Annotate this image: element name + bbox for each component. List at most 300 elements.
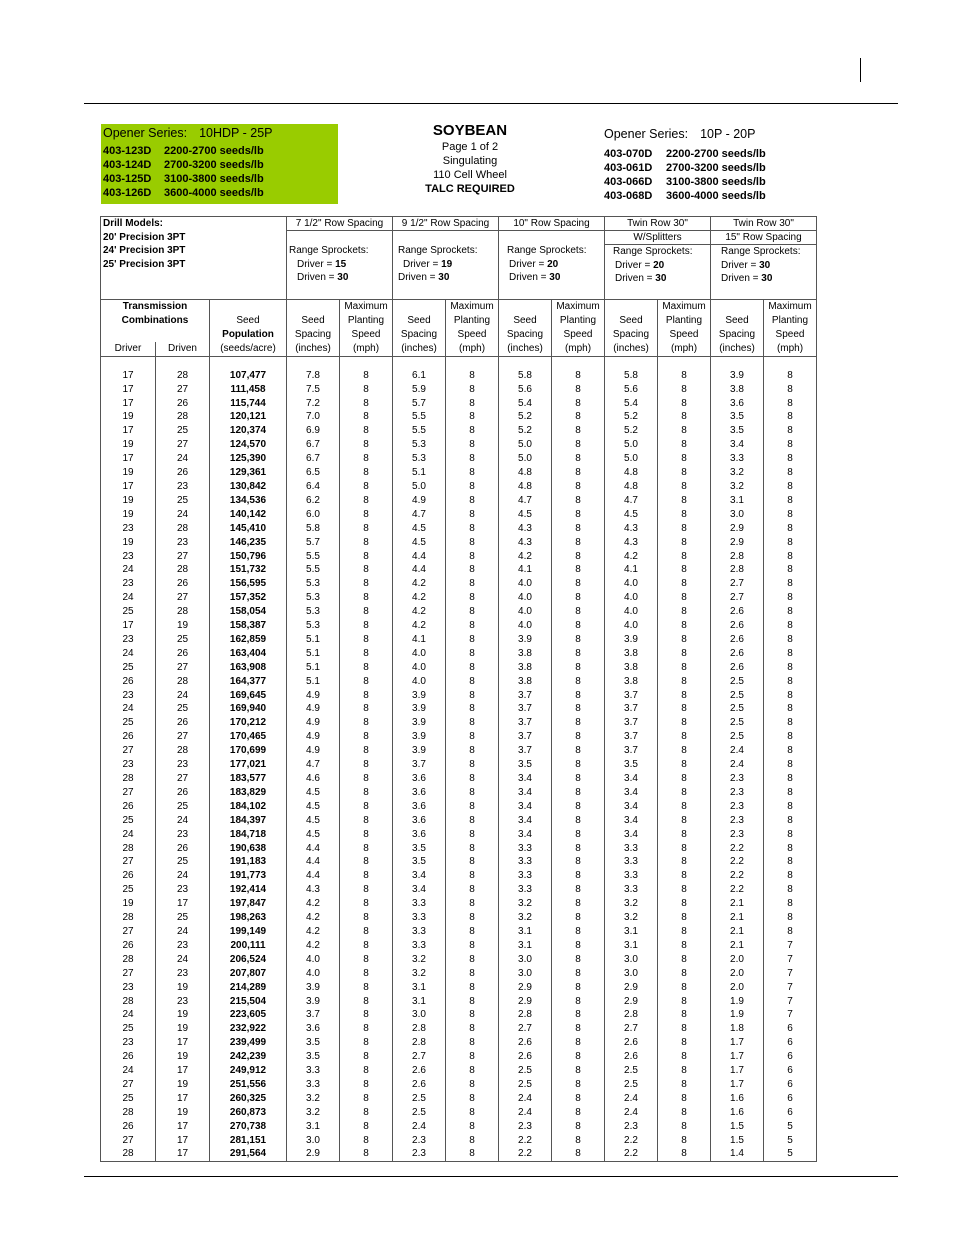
title-line: Singulating <box>442 155 498 167</box>
table-cell: 3.2 <box>711 480 764 494</box>
table-cell: 4.7 <box>499 494 552 508</box>
table-cell: 8 <box>658 689 711 703</box>
table-cell: 2.5 <box>393 1092 446 1106</box>
table-cell: 2.9 <box>287 1147 340 1161</box>
table-cell: 8 <box>764 883 817 897</box>
table-cell: 223,605 <box>210 1008 287 1022</box>
table-cell: 8 <box>552 550 605 564</box>
table-cell: 8 <box>340 981 393 995</box>
table-cell: 8 <box>764 466 817 480</box>
table-cell: 26 <box>101 800 156 814</box>
table-cell: 3.4 <box>499 828 552 842</box>
table-cell: 3.9 <box>287 981 340 995</box>
table-cell: 3.4 <box>499 814 552 828</box>
table-cell: 3.5 <box>499 758 552 772</box>
table-cell: 8 <box>446 550 499 564</box>
table-cell: 3.9 <box>393 689 446 703</box>
right-opener-option: 403-061D 2700-3200 seeds/lb <box>604 162 766 174</box>
table-cell: 7 <box>764 967 817 981</box>
table-cell: 4.8 <box>605 480 658 494</box>
table-cell: 8 <box>658 828 711 842</box>
table-cell: 3.6 <box>287 1022 340 1036</box>
table-row <box>101 981 817 995</box>
table-cell: 206,524 <box>210 953 287 967</box>
table-cell: 3.3 <box>499 883 552 897</box>
table-cell: 8 <box>552 772 605 786</box>
table-cell: 215,504 <box>210 995 287 1009</box>
table-cell: 2.1 <box>711 939 764 953</box>
table-cell: 163,908 <box>210 661 287 675</box>
table-cell: 8 <box>552 424 605 438</box>
table-cell: 8 <box>764 410 817 424</box>
table-cell: 3.8 <box>499 675 552 689</box>
seed-spacing-header: Seed Spacing (inches) <box>711 300 764 357</box>
table-cell: 163,404 <box>210 647 287 661</box>
table-row <box>101 563 817 577</box>
table-cell: 1.7 <box>711 1078 764 1092</box>
table-row <box>101 619 817 633</box>
table-cell: 28 <box>156 522 210 536</box>
table-cell: 8 <box>446 1022 499 1036</box>
table-cell: 28 <box>156 605 210 619</box>
table-cell: 8 <box>446 883 499 897</box>
table-cell: 4.0 <box>499 591 552 605</box>
table-row <box>101 1050 817 1064</box>
table-cell: 251,556 <box>210 1078 287 1092</box>
table-cell: 8 <box>446 591 499 605</box>
table-cell: 3.2 <box>499 897 552 911</box>
table-cell: 8 <box>764 522 817 536</box>
table-cell: 2.2 <box>711 842 764 856</box>
table-cell: 5.2 <box>499 410 552 424</box>
table-cell: 5.9 <box>393 383 446 397</box>
left-opener-option: 403-124D 2700-3200 seeds/lb <box>103 159 264 171</box>
table-cell: 23 <box>101 522 156 536</box>
table-cell: 8 <box>764 772 817 786</box>
table-cell: 8 <box>658 591 711 605</box>
table-cell: 23 <box>101 758 156 772</box>
table-cell: 6.7 <box>287 438 340 452</box>
max-speed-header: Maximum Planting Speed (mph) <box>340 300 393 357</box>
table-cell: 25 <box>101 661 156 675</box>
table-cell: 3.2 <box>393 953 446 967</box>
table-cell: 3.6 <box>393 786 446 800</box>
table-cell: 8 <box>340 786 393 800</box>
table-cell: 2.2 <box>711 869 764 883</box>
table-cell: 8 <box>340 591 393 605</box>
table-cell: 8 <box>764 563 817 577</box>
table-cell: 8 <box>340 383 393 397</box>
table-row <box>101 883 817 897</box>
table-cell: 3.9 <box>393 730 446 744</box>
table-cell: 24 <box>156 452 210 466</box>
table-cell: 8 <box>340 842 393 856</box>
table-cell: 3.8 <box>499 647 552 661</box>
drill-models-cell: Drill Models: 20' Precision 3PT 24' Precision 3PT 25' Precision 3PT <box>101 217 287 300</box>
drill-header-row <box>101 217 817 300</box>
table-row <box>101 1036 817 1050</box>
table-cell: 8 <box>658 744 711 758</box>
table-cell: 4.3 <box>605 536 658 550</box>
table-cell: 2.3 <box>393 1134 446 1148</box>
table-cell: 27 <box>156 550 210 564</box>
table-cell: 156,595 <box>210 577 287 591</box>
table-cell: 3.9 <box>711 369 764 383</box>
table-cell: 8 <box>446 452 499 466</box>
table-cell: 291,564 <box>210 1147 287 1161</box>
table-cell: 5.0 <box>605 452 658 466</box>
table-cell: 4.2 <box>393 577 446 591</box>
table-cell: 17 <box>101 397 156 411</box>
table-cell: 4.0 <box>393 647 446 661</box>
max-speed-header: Maximum Planting Speed (mph) <box>764 300 817 357</box>
table-cell: 8 <box>446 383 499 397</box>
table-cell: 8 <box>340 883 393 897</box>
table-cell: 4.8 <box>605 466 658 480</box>
seed-spacing-header: Seed Spacing (inches) <box>499 300 552 357</box>
table-row <box>101 1092 817 1106</box>
table-cell: 8 <box>658 675 711 689</box>
table-cell: 3.4 <box>605 828 658 842</box>
table-cell: 19 <box>101 494 156 508</box>
table-cell: 8 <box>552 1064 605 1078</box>
table-cell: 8 <box>446 480 499 494</box>
table-cell: 3.8 <box>499 661 552 675</box>
table-cell: 4.2 <box>499 550 552 564</box>
table-cell: 8 <box>552 981 605 995</box>
table-cell: 8 <box>340 647 393 661</box>
table-cell: 8 <box>658 369 711 383</box>
table-cell: 8 <box>340 563 393 577</box>
table-cell: 8 <box>764 911 817 925</box>
table-cell: 28 <box>156 744 210 758</box>
table-cell: 3.6 <box>711 397 764 411</box>
table-cell: 8 <box>340 452 393 466</box>
table-cell: 27 <box>101 744 156 758</box>
table-cell: 8 <box>552 494 605 508</box>
table-cell: 8 <box>552 911 605 925</box>
table-cell: 8 <box>446 869 499 883</box>
table-cell: 8 <box>340 897 393 911</box>
table-cell: 17 <box>156 1147 210 1161</box>
table-cell: 8 <box>658 522 711 536</box>
table-cell: 4.2 <box>287 911 340 925</box>
table-cell: 8 <box>764 675 817 689</box>
table-cell: 4.3 <box>605 522 658 536</box>
table-cell: 3.7 <box>499 689 552 703</box>
table-cell: 3.1 <box>499 925 552 939</box>
table-cell: 4.8 <box>499 480 552 494</box>
table-cell: 1.4 <box>711 1147 764 1161</box>
table-cell: 120,374 <box>210 424 287 438</box>
title-line: 110 Cell Wheel <box>433 169 507 181</box>
table-cell: 8 <box>764 842 817 856</box>
table-cell: 8 <box>446 689 499 703</box>
table-cell: 19 <box>156 619 210 633</box>
table-cell: 3.1 <box>393 995 446 1009</box>
table-cell: 24 <box>101 702 156 716</box>
table-cell: 8 <box>340 772 393 786</box>
table-cell: 2.3 <box>711 786 764 800</box>
table-cell: 25 <box>156 633 210 647</box>
table-cell: 8 <box>552 410 605 424</box>
left-opener-option: 403-123D 2200-2700 seeds/lb <box>103 145 264 157</box>
table-cell: 4.0 <box>287 967 340 981</box>
table-cell: 8 <box>658 897 711 911</box>
table-cell: 8 <box>340 619 393 633</box>
table-cell: 28 <box>101 953 156 967</box>
table-cell: 8 <box>446 772 499 786</box>
table-cell: 8 <box>764 605 817 619</box>
table-cell: 8 <box>340 953 393 967</box>
table-cell: 8 <box>446 1078 499 1092</box>
table-cell: 2.5 <box>605 1064 658 1078</box>
table-cell: 4.0 <box>499 577 552 591</box>
table-cell: 2.5 <box>393 1106 446 1120</box>
table-cell: 3.0 <box>287 1134 340 1148</box>
table-cell: 4.9 <box>287 716 340 730</box>
table-cell: 8 <box>658 661 711 675</box>
table-cell: 8 <box>658 410 711 424</box>
table-cell: 130,842 <box>210 480 287 494</box>
table-cell: 4.9 <box>287 689 340 703</box>
table-cell: 140,142 <box>210 508 287 522</box>
table-cell: 23 <box>156 758 210 772</box>
table-cell: 5 <box>764 1134 817 1148</box>
table-cell: 5 <box>764 1120 817 1134</box>
table-cell: 1.9 <box>711 1008 764 1022</box>
table-cell: 6.7 <box>287 452 340 466</box>
table-cell: 28 <box>101 1147 156 1161</box>
table-cell: 260,325 <box>210 1092 287 1106</box>
table-cell: 5.6 <box>499 383 552 397</box>
table-cell: 23 <box>101 1036 156 1050</box>
right-opener-box <box>604 127 834 203</box>
table-cell: 3.0 <box>499 967 552 981</box>
center-title-block <box>390 124 550 196</box>
table-cell: 8 <box>552 995 605 1009</box>
table-cell: 2.4 <box>605 1106 658 1120</box>
table-cell: 17 <box>156 1120 210 1134</box>
table-cell: 3.2 <box>605 897 658 911</box>
table-cell: 8 <box>552 758 605 772</box>
table-cell: 8 <box>764 869 817 883</box>
table-cell: 170,212 <box>210 716 287 730</box>
table-cell: 4.1 <box>393 633 446 647</box>
table-cell: 8 <box>552 508 605 522</box>
table-row <box>101 661 817 675</box>
table-cell: 8 <box>340 939 393 953</box>
table-cell: 4.7 <box>605 494 658 508</box>
table-cell: 8 <box>764 369 817 383</box>
table-cell: 3.3 <box>393 925 446 939</box>
table-cell: 8 <box>446 494 499 508</box>
table-cell: 2.6 <box>499 1050 552 1064</box>
table-cell: 2.6 <box>499 1036 552 1050</box>
table-cell: 26 <box>101 939 156 953</box>
table-cell: 8 <box>552 925 605 939</box>
driven-header: Driven <box>155 342 209 356</box>
table-cell: 1.7 <box>711 1050 764 1064</box>
table-cell: 8 <box>340 758 393 772</box>
table-cell: 27 <box>156 591 210 605</box>
table-cell: 27 <box>156 438 210 452</box>
table-cell: 8 <box>340 744 393 758</box>
table-cell: 8 <box>552 786 605 800</box>
table-cell: 5.1 <box>287 633 340 647</box>
table-cell: 8 <box>658 452 711 466</box>
table-cell: 27 <box>156 661 210 675</box>
table-cell: 3.3 <box>287 1078 340 1092</box>
table-cell: 3.9 <box>393 744 446 758</box>
max-speed-header: Maximum Planting Speed (mph) <box>446 300 499 357</box>
table-cell: 3.7 <box>605 702 658 716</box>
table-cell: 8 <box>658 786 711 800</box>
table-cell: 8 <box>764 744 817 758</box>
table-cell: 8 <box>658 508 711 522</box>
table-cell: 5.3 <box>393 452 446 466</box>
right-opener-option: 403-068D 3600-4000 seeds/lb <box>604 190 766 202</box>
table-cell: 3.4 <box>499 772 552 786</box>
table-row <box>101 925 817 939</box>
table-cell: 8 <box>340 1134 393 1148</box>
table-cell: 24 <box>101 563 156 577</box>
table-cell: 8 <box>446 981 499 995</box>
table-cell: 8 <box>446 647 499 661</box>
table-cell: 2.1 <box>711 897 764 911</box>
table-cell: 8 <box>552 1036 605 1050</box>
table-cell: 19 <box>156 981 210 995</box>
table-cell: 24 <box>156 689 210 703</box>
table-cell: 5.3 <box>287 619 340 633</box>
table-cell: 146,235 <box>210 536 287 550</box>
table-cell: 3.5 <box>393 842 446 856</box>
table-cell: 3.5 <box>711 410 764 424</box>
table-cell: 2.3 <box>499 1120 552 1134</box>
table-cell: 8 <box>340 577 393 591</box>
table-cell: 3.7 <box>605 730 658 744</box>
table-cell: 2.6 <box>711 661 764 675</box>
table-cell: 7.8 <box>287 369 340 383</box>
table-cell: 8 <box>340 494 393 508</box>
table-cell: 3.7 <box>287 1008 340 1022</box>
table-row <box>101 716 817 730</box>
table-row <box>101 911 817 925</box>
table-cell: 5.2 <box>605 410 658 424</box>
table-cell: 8 <box>340 1008 393 1022</box>
table-row <box>101 744 817 758</box>
table-cell: 4.3 <box>499 522 552 536</box>
table-cell: 2.6 <box>711 605 764 619</box>
table-cell: 8 <box>446 536 499 550</box>
table-cell: 3.3 <box>393 897 446 911</box>
table-cell: 26 <box>156 647 210 661</box>
table-cell: 8 <box>340 689 393 703</box>
table-cell: 8 <box>658 1120 711 1134</box>
table-cell: 8 <box>764 397 817 411</box>
column-header-row <box>101 300 817 357</box>
table-cell: 8 <box>764 661 817 675</box>
table-cell: 8 <box>658 1022 711 1036</box>
table-cell: 190,638 <box>210 842 287 856</box>
spacing-cell: 10" Row Spacing Range Sprockets: Driver = 20 Driven = 30 <box>499 217 605 300</box>
table-cell: 170,699 <box>210 744 287 758</box>
table-cell: 25 <box>156 855 210 869</box>
table-cell: 158,387 <box>210 619 287 633</box>
table-cell: 8 <box>552 1106 605 1120</box>
table-row <box>101 675 817 689</box>
table-cell: 115,744 <box>210 397 287 411</box>
table-cell: 2.5 <box>499 1078 552 1092</box>
table-cell: 17 <box>156 1036 210 1050</box>
table-cell: 3.7 <box>499 702 552 716</box>
table-cell: 3.2 <box>605 911 658 925</box>
table-cell: 8 <box>552 1120 605 1134</box>
table-cell: 8 <box>446 619 499 633</box>
table-cell: 3.1 <box>711 494 764 508</box>
table-cell: 8 <box>340 1022 393 1036</box>
table-cell: 4.7 <box>393 508 446 522</box>
table-cell: 19 <box>101 508 156 522</box>
table-cell: 28 <box>101 995 156 1009</box>
table-cell: 8 <box>658 1147 711 1161</box>
table-cell: 8 <box>764 591 817 605</box>
table-cell: 8 <box>446 1008 499 1022</box>
table-cell: 8 <box>446 716 499 730</box>
table-cell: 8 <box>552 814 605 828</box>
table-cell: 1.5 <box>711 1134 764 1148</box>
table-cell: 3.7 <box>499 744 552 758</box>
table-cell: 4.2 <box>605 550 658 564</box>
table-cell: 17 <box>101 452 156 466</box>
table-cell: 6.4 <box>287 480 340 494</box>
table-cell: 239,499 <box>210 1036 287 1050</box>
table-cell: 8 <box>764 716 817 730</box>
table-cell: 8 <box>658 953 711 967</box>
table-cell: 8 <box>764 814 817 828</box>
table-cell: 23 <box>156 995 210 1009</box>
table-cell: 27 <box>101 1134 156 1148</box>
table-cell: 8 <box>340 995 393 1009</box>
table-row <box>101 967 817 981</box>
table-row <box>101 995 817 1009</box>
table-cell: 26 <box>101 1120 156 1134</box>
table-cell: 2.6 <box>393 1064 446 1078</box>
table-cell: 8 <box>446 605 499 619</box>
table-cell: 24 <box>101 1008 156 1022</box>
table-cell: 242,239 <box>210 1050 287 1064</box>
table-cell: 23 <box>101 633 156 647</box>
table-cell: 8 <box>446 855 499 869</box>
table-cell: 8 <box>340 466 393 480</box>
table-cell: 8 <box>658 605 711 619</box>
table-cell: 2.8 <box>393 1036 446 1050</box>
table-cell: 2.3 <box>711 828 764 842</box>
table-row <box>101 1147 817 1161</box>
table-cell: 6 <box>764 1064 817 1078</box>
table-cell: 5.6 <box>605 383 658 397</box>
table-cell: 8 <box>658 911 711 925</box>
table-cell: 162,859 <box>210 633 287 647</box>
seed-spacing-header: Seed Spacing (inches) <box>393 300 446 357</box>
table-cell: 2.4 <box>605 1092 658 1106</box>
table-cell: 157,352 <box>210 591 287 605</box>
left-opener-option: 403-125D 3100-3800 seeds/lb <box>103 173 264 185</box>
table-cell: 5.3 <box>287 591 340 605</box>
table-cell: 1.6 <box>711 1092 764 1106</box>
table-cell: 4.5 <box>393 536 446 550</box>
table-row <box>101 1106 817 1120</box>
